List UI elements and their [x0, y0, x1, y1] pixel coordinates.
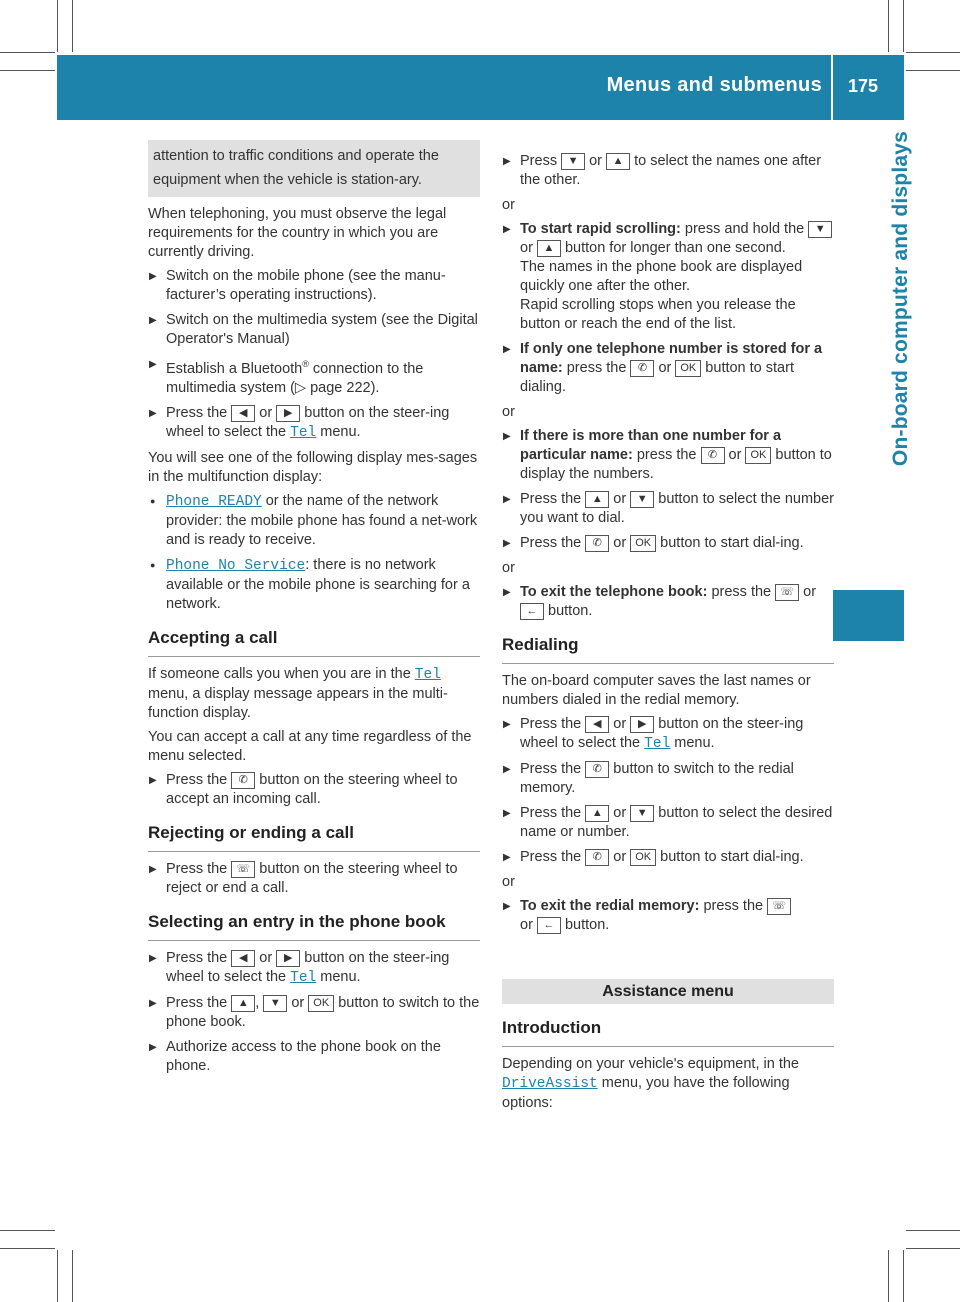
chapter-title: On-board computer and displays — [889, 131, 912, 467]
up-arrow-icon: ▲ — [231, 995, 255, 1012]
crop-mark — [888, 1250, 889, 1302]
list-item: ● Phone No Service: there is no network available or the mobile phone is searching for a network. — [148, 556, 480, 614]
paragraph: When telephoning, you must observe the legal requirements for the country in which you are currently driving. — [148, 206, 447, 260]
crop-mark — [0, 52, 55, 53]
display-text-phone-no-service: Phone No Service — [166, 557, 306, 574]
crop-mark — [906, 1248, 960, 1249]
display-text-tel: Tel — [290, 969, 317, 986]
assistance-menu-bar: Assistance menu — [502, 979, 834, 1004]
phone-accept-icon: ✆ — [630, 360, 654, 377]
phone-end-icon: ☏ — [767, 898, 791, 915]
down-arrow-icon: ▼ — [630, 805, 654, 822]
step-select-tel-menu: ▶ Press the ◀ or ▶ button on the steer-ing wheel to select the Tel menu. — [148, 949, 480, 988]
right-column — [502, 152, 834, 1118]
page-number: 175 — [847, 76, 878, 96]
heading-redialing: Redialing — [502, 635, 834, 664]
step-select-tel-menu: ▶ Press the ◀ or ▶ button on the steer-ing wheel to select the Tel menu. — [148, 404, 480, 443]
phone-accept-icon: ✆ — [231, 772, 255, 789]
ok-icon: OK — [745, 447, 771, 464]
right-arrow-icon: ▶ — [630, 716, 654, 733]
crop-mark — [72, 1250, 73, 1302]
phone-accept-icon: ✆ — [585, 761, 609, 778]
step-start-dialing: ▶ Press the ✆ or OK button to start dial-ing. — [502, 534, 834, 553]
ok-icon: OK — [630, 535, 656, 552]
ok-icon: OK — [630, 849, 656, 866]
step-select-name: ▶ Press the ▲ or ▼ button to select the desired name or number. — [502, 804, 834, 842]
down-arrow-icon: ▼ — [263, 995, 287, 1012]
up-arrow-icon: ▲ — [606, 153, 630, 170]
paragraph: You can accept a call at any time regardless of the menu selected. — [148, 728, 472, 764]
paragraph: If someone calls you when you are in the Tel menu, a display message appears in the multi-function display. — [148, 665, 448, 721]
step-select-names: ▶ Press ▼ or ▲ to select the names one after the other. — [502, 152, 834, 190]
paragraph: Depending on your vehicle's equipment, in the DriveAssist menu, you have the following options: — [502, 1056, 799, 1111]
down-arrow-icon: ▼ — [561, 153, 585, 170]
crop-mark — [0, 70, 55, 71]
step-switch-phone-book: ▶ Press the ▲ , ▼ or OK button to switch to the phone book. — [148, 994, 480, 1032]
list-item: ● Phone READY or the name of the network provider: the mobile phone has found a net-work and is ready to receive. — [148, 492, 480, 550]
display-text-phone-ready: Phone READY — [166, 493, 262, 510]
back-icon: ← — [537, 917, 561, 934]
crop-mark — [72, 0, 73, 52]
left-arrow-icon: ◀ — [231, 950, 255, 967]
or-separator: or — [502, 197, 515, 213]
crop-mark — [888, 0, 889, 52]
heading-rejecting-call: Rejecting or ending a call — [148, 823, 480, 852]
phone-accept-icon: ✆ — [585, 535, 609, 552]
right-arrow-icon: ▶ — [276, 405, 300, 422]
shaded-note: attention to traffic conditions and operate the equipment when the vehicle is station-ary. — [148, 140, 480, 197]
step-accept-call: ▶ Press the ✆ button on the steering wheel to accept an incoming call. — [148, 771, 480, 809]
or-separator: or — [502, 560, 515, 576]
crop-mark — [57, 1250, 58, 1302]
back-icon: ← — [520, 603, 544, 620]
crop-mark — [906, 1230, 960, 1231]
ok-icon: OK — [675, 360, 701, 377]
phone-end-icon: ☏ — [775, 584, 799, 601]
crop-mark — [0, 1230, 55, 1231]
step-establish-bluetooth: ▶ Establish a Bluetooth® connection to the multimedia system (▷ page 222). — [148, 355, 480, 398]
crop-mark — [903, 0, 904, 52]
ok-icon: OK — [308, 995, 334, 1012]
phone-end-icon: ☏ — [231, 861, 255, 878]
step-switch-on-multimedia: ▶ Switch on the multimedia system (see the Digital Operator's Manual) — [148, 311, 480, 349]
up-arrow-icon: ▲ — [585, 491, 609, 508]
display-text-tel: Tel — [414, 666, 441, 683]
step-rapid-scrolling: ▶ To start rapid scrolling: press and hold the ▼ or ▲ button for longer than one second. The names in the phone book are displayed quickly one after the other. Rapid scrolling stops when you release the button or reach the end of the list. — [502, 220, 834, 334]
step-one-number: ▶ If only one telephone number is stored for a name: press the ✆ or OK button to start dialing. — [502, 340, 834, 397]
right-arrow-icon: ▶ — [276, 950, 300, 967]
paragraph: The on-board computer saves the last names or numbers dialed in the redial memory. — [502, 673, 811, 708]
or-separator: or — [502, 874, 515, 890]
step-select-number: ▶ Press the ▲ or ▼ button to select the number you want to dial. — [502, 490, 834, 528]
heading-accepting-call: Accepting a call — [148, 628, 480, 657]
step-start-dialing: ▶ Press the ✆ or OK button to start dial-ing. — [502, 848, 834, 867]
phone-accept-icon: ✆ — [701, 447, 725, 464]
or-separator: or — [502, 404, 515, 420]
crop-mark — [903, 1250, 904, 1302]
step-more-numbers: ▶ If there is more than one number for a particular name: press the ✆ or OK button to display the numbers. — [502, 427, 834, 484]
chapter-tab — [833, 590, 904, 641]
section-title: Menus and submenus — [606, 74, 822, 96]
step-authorize-access: ▶ Authorize access to the phone book on the phone. — [148, 1038, 480, 1076]
left-arrow-icon: ◀ — [585, 716, 609, 733]
page-reference[interactable]: ▷ page 222 — [294, 379, 371, 396]
down-arrow-icon: ▼ — [808, 221, 832, 238]
down-arrow-icon: ▼ — [630, 491, 654, 508]
page-header — [57, 55, 904, 120]
header-divider — [831, 55, 833, 120]
left-arrow-icon: ◀ — [231, 405, 255, 422]
crop-mark — [906, 70, 960, 71]
phone-accept-icon: ✆ — [585, 849, 609, 866]
up-arrow-icon: ▲ — [585, 805, 609, 822]
left-column — [148, 140, 480, 1082]
paragraph: You will see one of the following display mes-sages in the multifunction display: — [148, 449, 478, 485]
step-exit-redial: ▶ To exit the redial memory: press the ☏ or ← button. — [502, 897, 834, 935]
display-text-tel: Tel — [644, 736, 671, 752]
display-text-tel: Tel — [290, 424, 317, 441]
up-arrow-icon: ▲ — [537, 240, 561, 257]
crop-mark — [57, 0, 58, 52]
display-text-driveassist: DriveAssist — [502, 1076, 598, 1092]
crop-mark — [0, 1248, 55, 1249]
step-select-tel-menu: ▶ Press the ◀ or ▶ button on the steer-ing wheel to select the Tel menu. — [502, 715, 834, 754]
step-switch-on-phone: ▶ Switch on the mobile phone (see the manu-facturer’s operating instructions). — [148, 267, 480, 305]
step-reject-call: ▶ Press the ☏ button on the steering wheel to reject or end a call. — [148, 860, 480, 898]
heading-introduction: Introduction — [502, 1018, 834, 1047]
step-switch-redial: ▶ Press the ✆ button to switch to the redial memory. — [502, 760, 834, 798]
crop-mark — [906, 52, 960, 53]
step-exit-phone-book: ▶ To exit the telephone book: press the ☏ or ← button. — [502, 583, 834, 621]
heading-selecting-entry: Selecting an entry in the phone book — [148, 912, 480, 941]
